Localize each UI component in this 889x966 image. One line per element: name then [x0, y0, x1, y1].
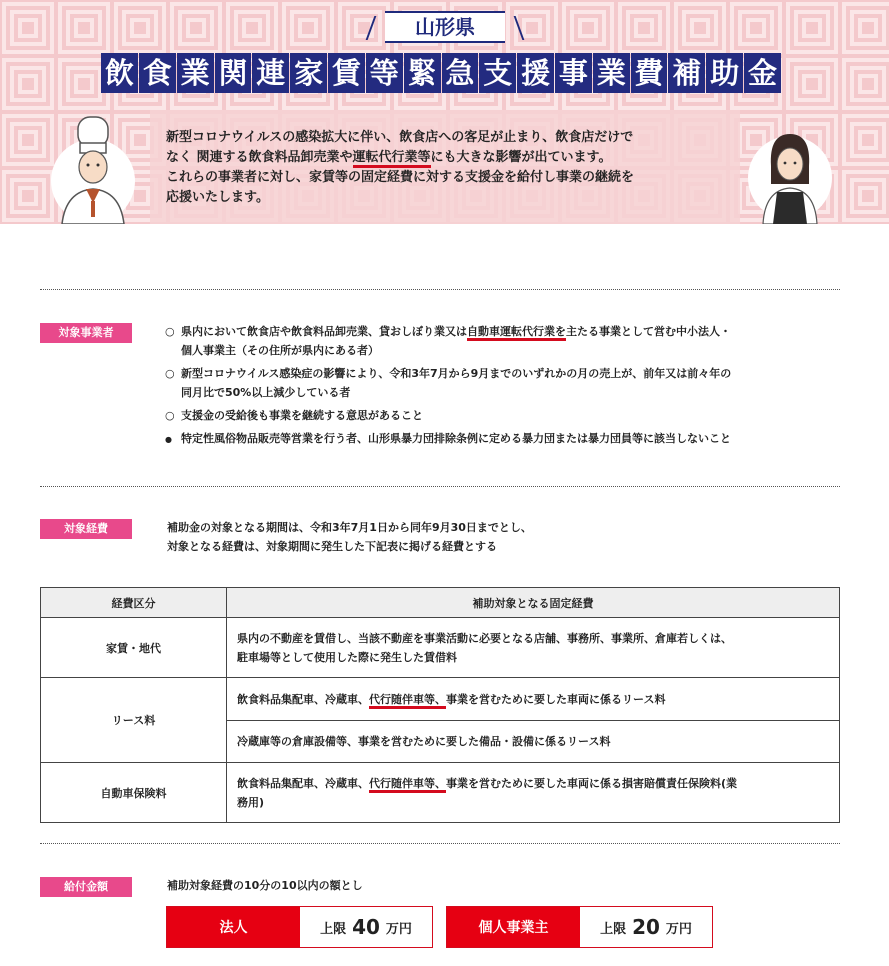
target-businesses-badge: 対象事業者 — [40, 323, 132, 343]
table-row — [41, 763, 840, 823]
hero-banner — [0, 0, 889, 224]
title-char: 事 — [555, 53, 592, 93]
circle-icon: ○ — [165, 325, 175, 338]
title-char: 急 — [442, 53, 479, 93]
expense-table — [40, 587, 840, 823]
row-category-insurance: 自動車保険料 — [41, 763, 227, 823]
condition-1-a: 県内において飲食店や飲食料品卸売業、貸おしぼり業又は — [181, 325, 467, 338]
condition-3: 支援金の受給後も事業を継続する意思があること — [181, 409, 423, 422]
intro-line-3: これらの事業者に対し、家賃等の固定経費に対する支援金を給付し事業の継続を — [166, 170, 635, 185]
individual-limit-unit: 万円 — [665, 921, 692, 937]
header-fixed-expenses: 補助対象となる固定経費 — [227, 588, 840, 618]
corporation-limit — [300, 907, 432, 947]
insurance-highlight-escort-vehicle: 代行随伴車等、 — [369, 777, 446, 793]
woman-apron-illustration — [745, 126, 835, 224]
corporation-label: 法人 — [167, 907, 300, 947]
expense-text-line-2: 対象となる経費は、対象期間に発生した下記表に掲げる経費とする — [167, 540, 497, 553]
expense-text-line-1: 補助金の対象となる期間は、令和3年7月1日から同年9月30日までとし、 — [167, 521, 532, 534]
intro-line-4: 応援いたします。 — [166, 190, 269, 205]
payment-amount-badge: 給付金額 — [40, 877, 132, 897]
rent-line-1: 県内の不動産を賃借し、当該不動産を事業活動に必要となる店舗、事務所、事業所、倉庫若しくは、 — [237, 631, 732, 645]
individual-label: 個人事業主 — [447, 907, 580, 947]
corporation-limit-value: 40 — [352, 915, 380, 939]
amount-description: 補助対象経費の10分の10以内の額とし — [167, 879, 363, 892]
expense-description — [167, 518, 532, 556]
condition-item — [165, 322, 845, 360]
title-char: 業 — [593, 53, 630, 93]
insurance-a: 飲食料品集配車、冷蔵車、 — [237, 776, 369, 790]
row-desc-rent — [227, 618, 840, 678]
title-char: 支 — [479, 53, 516, 93]
section-divider — [40, 289, 840, 290]
chef-illustration — [48, 115, 138, 224]
main-title — [101, 53, 781, 97]
title-char: 連 — [252, 53, 289, 93]
title-char: 家 — [290, 53, 327, 93]
table-row — [41, 678, 840, 721]
condition-2-line-2: 同月比で50%以上減少している者 — [181, 386, 351, 399]
row-desc-lease-equipment: 冷蔵庫等の倉庫設備等、事業を営むために要した備品・設備に係るリース料 — [227, 721, 840, 763]
title-char: 緊 — [404, 53, 441, 93]
section-divider — [40, 843, 840, 844]
title-char: 飲 — [101, 53, 138, 93]
corporation-amount-box — [166, 906, 433, 948]
condition-1-line-2: 個人事業主（その住所が県内にある者） — [181, 344, 379, 357]
corporation-limit-prefix: 上限 — [320, 921, 347, 937]
header-category: 経費区分 — [41, 588, 227, 618]
intro-line-2-b: にも大きな影響が出ています。 — [430, 150, 612, 165]
individual-limit — [580, 907, 712, 947]
condition-1-b: 主たる事業として営む中小法人・ — [566, 325, 731, 338]
lease-1-a: 飲食料品集配車、冷蔵車、 — [237, 692, 369, 706]
circle-icon: ○ — [165, 409, 175, 422]
individual-amount-box — [446, 906, 713, 948]
condition-2-line-1: 新型コロナウイルス感染症の影響により、令和3年7月から9月までのいずれかの月の売上が、前年又は前々年の — [181, 367, 732, 380]
row-category-rent: 家賃・地代 — [41, 618, 227, 678]
intro-highlight-driving-agency: 運転代行業等 — [353, 150, 431, 168]
row-desc-lease-vehicle — [227, 678, 840, 721]
condition-1-line-1 — [181, 322, 845, 341]
prefecture-tag: 山形県 — [385, 11, 505, 43]
intro-line-1: 新型コロナウイルスの感染拡大に伴い、飲食店への客足が止まり、飲食店だけで — [166, 130, 634, 145]
title-char: 等 — [366, 53, 403, 93]
condition-4: 特定性風俗物品販売等営業を行う者、山形県暴力団排除条例に定める暴力団または暴力団員等に該当しないこと — [181, 432, 731, 445]
target-expenses-badge: 対象経費 — [40, 519, 132, 539]
intro-line-2 — [166, 148, 726, 168]
lease-1-b: 事業を営むために要した車両に係るリース料 — [446, 692, 666, 706]
condition-highlight-driving-agency: 自動車運転代行業を — [467, 325, 566, 341]
title-char: 費 — [631, 53, 668, 93]
row-category-lease: リース料 — [41, 678, 227, 763]
insurance-line-1 — [237, 774, 829, 793]
target-conditions-list — [165, 322, 845, 452]
title-char: 食 — [139, 53, 176, 93]
row-desc-insurance — [227, 763, 840, 823]
bullet-dot-icon: ● — [165, 435, 172, 444]
insurance-b: 事業を営むために要した車両に係る損害賠償責任保険料(業 — [446, 776, 738, 790]
circle-icon: ○ — [165, 367, 175, 380]
title-char: 業 — [177, 53, 214, 93]
corporation-limit-unit: 万円 — [385, 921, 412, 937]
table-row — [41, 618, 840, 678]
individual-limit-value: 20 — [632, 915, 660, 939]
title-char: 関 — [215, 53, 252, 93]
condition-item — [165, 429, 845, 448]
title-char: 金 — [744, 53, 781, 93]
condition-item — [165, 406, 845, 425]
insurance-line-2: 務用) — [237, 795, 265, 809]
condition-item — [165, 364, 845, 402]
title-char: 賃 — [328, 53, 365, 93]
hero-intro-text — [166, 128, 726, 208]
individual-limit-prefix: 上限 — [600, 921, 627, 937]
title-char: 補 — [668, 53, 705, 93]
title-char: 援 — [517, 53, 554, 93]
section-divider — [40, 486, 840, 487]
rent-line-2: 駐車場等として使用した際に発生した賃借料 — [237, 650, 457, 664]
intro-line-2-a: なく 関連する飲食料品卸売業や — [166, 150, 353, 165]
table-header-row — [41, 588, 840, 618]
title-char: 助 — [706, 53, 743, 93]
lease-highlight-escort-vehicle: 代行随伴車等、 — [369, 693, 446, 709]
